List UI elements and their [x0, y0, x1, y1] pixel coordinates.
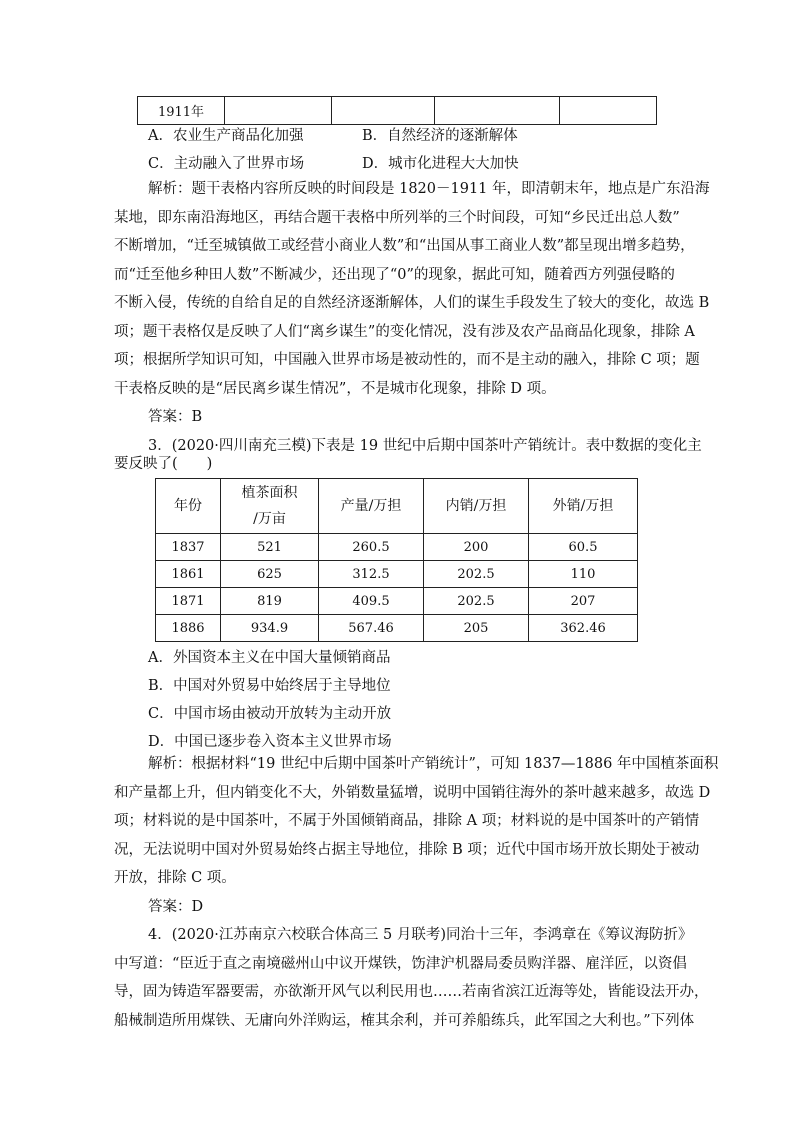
cell-output: 312.5	[319, 561, 424, 588]
cell-domestic: 202.5	[424, 561, 529, 588]
q2-analysis-line: 不断增加，“迁至城镇做工或经营小商业人数”和“出国从事工商业人数”都呈现出增多趋势，	[114, 238, 695, 254]
header-output: 产量/万担	[319, 479, 424, 534]
table-row	[156, 534, 638, 561]
q3-stem-line: 3．(2020·四川南充三模)下表是 19 世纪中后期中国茶叶产销统计。表中数据的变化主	[148, 437, 702, 454]
q2-option-b: B．自然经济的逐渐解体	[362, 128, 518, 144]
table-row	[156, 588, 638, 615]
cell-area: 934.9	[221, 615, 319, 642]
q3-answer: 答案：D	[148, 898, 204, 915]
q3-analysis-line: 和产量都上升，但内销变化不大，外销数量猛增，说明中国销往海外的茶叶越来越多，故选 D	[114, 784, 711, 801]
cell-domestic: 202.5	[424, 588, 529, 615]
q2-analysis-line: 不断入侵，传统的自给自足的自然经济逐渐解体，人们的谋生手段发生了较大的变化，故选 B	[114, 295, 710, 311]
q3-analysis-line: 解析：根据材料“19 世纪中后期中国茶叶产销统计”，可知 1837—1886 年中国植茶面积	[148, 756, 719, 772]
cell-domestic: 200	[424, 534, 529, 561]
cell-year: 1837	[156, 534, 221, 561]
q3-option-b: B．中国对外贸易中始终居于主导地位	[148, 678, 391, 694]
q3-option-d: D．中国已逐步卷入资本主义世界市场	[148, 734, 392, 750]
cell-output: 260.5	[319, 534, 424, 561]
cell-year: 1886	[156, 615, 221, 642]
cell-area: 521	[221, 534, 319, 561]
q3-analysis-line: 况，无法说明中国对外贸易始终占据主导地位，排除 B 项；近代中国市场开放长期处于被动	[114, 841, 700, 858]
table-row	[156, 561, 638, 588]
empty-cell	[225, 97, 332, 125]
cell-export: 60.5	[529, 534, 638, 561]
header-export: 外销/万担	[529, 479, 638, 534]
q2-analysis-line: 项；题干表格仅是反映了人们“离乡谋生”的变化情况，没有涉及农产品商品化现象，排除 A	[114, 323, 695, 340]
table-header-row	[156, 479, 638, 534]
cell-export: 110	[529, 561, 638, 588]
q3-option-c: C．中国市场由被动开放转为主动开放	[148, 706, 392, 722]
cell-output: 567.46	[319, 615, 424, 642]
q2-option-c: C．主动融入了世界市场	[148, 156, 305, 172]
q2-analysis-line: 干表格反映的是“居民离乡谋生情况”，不是城市化现象，排除 D 项。	[114, 380, 556, 397]
q4-stem-line: 船械制造所用煤铁、无庸向外洋购运，榷其余利，并可养船练兵，此军国之大利也。”下列体	[114, 1012, 695, 1029]
table-row	[156, 615, 638, 642]
table-row	[138, 97, 657, 125]
q4-stem-line: 导，固为铸造军器要需，亦欲渐开风气以利民用也……若南省滨江近海等处，皆能设法开办，	[114, 984, 709, 1000]
tea-statistics-table	[155, 478, 638, 642]
q2-analysis-line: 解析：题干表格内容所反映的时间段是 1820－1911 年，即清朝末年，地点是广东沿海	[148, 181, 710, 197]
q4-stem-line: 4．(2020·江苏南京六校联合体高三 5 月联考)同治十三年，李鸿章在《筹议海防折》	[148, 927, 693, 943]
empty-cell	[332, 97, 435, 125]
q3-analysis-line: 项；材料说的是中国茶叶，不属于外国倾销商品，排除 A 项；材料说的是中国茶叶的产销情	[114, 813, 700, 829]
q3-option-a: A．外国资本主义在中国大量倾销商品	[148, 650, 391, 666]
year-cell: 1911年	[138, 97, 225, 125]
q2-analysis-line: 而“迁至他乡种田人数”不断减少，还出现了“0”的现象，据此可知，随着西方列强侵略的	[114, 266, 675, 283]
q2-option-a: A．农业生产商品化加强	[148, 128, 304, 144]
cell-area: 625	[221, 561, 319, 588]
header-area: 植茶面积 /万亩	[221, 479, 319, 534]
q2-option-d: D．城市化进程大大加快	[362, 156, 519, 172]
q2-answer: 答案：B	[148, 409, 203, 425]
cell-output: 409.5	[319, 588, 424, 615]
cell-year: 1861	[156, 561, 221, 588]
empty-cell	[435, 97, 560, 125]
header-year: 年份	[156, 479, 221, 534]
cell-export: 362.46	[529, 615, 638, 642]
q2-analysis-line: 项；根据所学知识可知，中国融入世界市场是被动性的，而不是主动的融入，排除 C 项；题	[114, 352, 700, 368]
cell-export: 207	[529, 588, 638, 615]
q3-analysis-line: 开放，排除 C 项。	[114, 870, 236, 886]
header-domestic: 内销/万担	[424, 479, 529, 534]
table-fragment-1911	[137, 96, 657, 125]
cell-domestic: 205	[424, 615, 529, 642]
q3-stem-line: 要反映了( )	[114, 456, 213, 472]
cell-year: 1871	[156, 588, 221, 615]
cell-area: 819	[221, 588, 319, 615]
q4-stem-line: 中写道：“臣近于直之南境磁州山中议开煤铁，饬津沪机器局委员购洋器、雇洋匠，以资倡	[114, 955, 687, 972]
q2-analysis-line: 某地，即东南沿海地区，再结合题干表格中所列举的三个时间段，可知“乡民迁出总人数”	[114, 209, 680, 226]
empty-cell	[560, 97, 657, 125]
